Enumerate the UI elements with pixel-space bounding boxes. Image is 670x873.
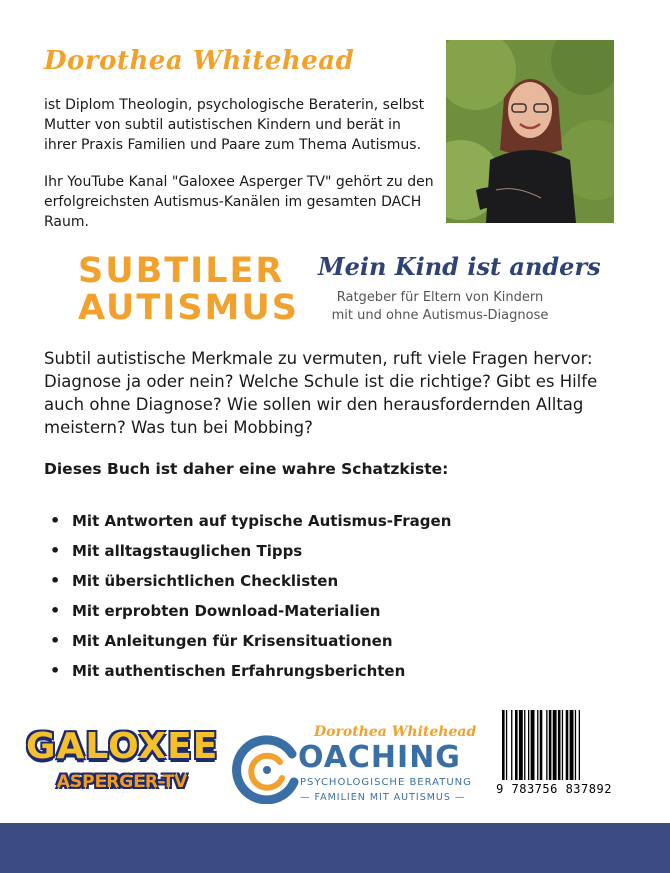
coaching-author-name: Dorothea Whitehead (314, 724, 477, 740)
author-bio-paragraph-2: Ihr YouTube Kanal "Galoxee Asperger TV" gehört zu den erfolgreichsten Autismus-Kanälen im gesamten DACH Raum. (44, 174, 434, 230)
feature-item (50, 540, 451, 570)
barcode-bar (524, 710, 525, 780)
bullet-icon: • (50, 571, 61, 590)
barcode-bar (558, 710, 561, 780)
barcode-bar (570, 710, 574, 780)
intro-paragraph: Subtil autistische Merkmale zu vermuten, ruft viele Fragen hervor: Diagnose ja oder nein? Welche Schule ist die richtige? Gibt es Hilfe auch ohne Diagnose? Wie sollen wir den herausfordernden Alltag meistern? Was tun bei Mobbing? (44, 349, 598, 437)
barcode-bars (492, 704, 616, 782)
barcode-bar (502, 710, 505, 780)
isbn-number: 9 783756 837892 (496, 782, 612, 796)
barcode-bar (566, 710, 569, 780)
author-portrait-image (446, 40, 614, 223)
galoxee-logo-subtitle: ASPERGER-TV (56, 772, 188, 792)
book-title-line-1: SUBTILER (78, 251, 285, 291)
bullet-icon: • (50, 661, 61, 680)
bullet-icon: • (50, 631, 61, 650)
barcode-bar (546, 710, 547, 780)
galoxee-logo (26, 722, 218, 808)
barcode-bar (579, 710, 580, 780)
bullet-icon: • (50, 511, 61, 530)
feature-item (50, 570, 451, 600)
treasure-heading: Dieses Buch ist daher eine wahre Schatzkiste: (44, 460, 449, 478)
feature-item (50, 510, 451, 540)
barcode-bar (553, 710, 557, 780)
barcode-bar (549, 710, 552, 780)
book-tagline-line-2: mit und ohne Autismus-Diagnose (331, 308, 549, 323)
book-tagline-line-1: Ratgeber für Eltern von Kindern (336, 290, 544, 305)
feature-text: Mit authentischen Erfahrungsberichten (72, 662, 406, 680)
coaching-word: OACHING (298, 740, 461, 775)
feature-text: Mit Anleitungen für Krisensituationen (72, 632, 393, 650)
feature-text: Mit alltagstauglichen Tipps (72, 542, 303, 560)
barcode-bar (562, 710, 563, 780)
feature-item (50, 660, 451, 690)
barcode-bar (537, 710, 538, 780)
bullet-icon: • (50, 601, 61, 620)
bullet-icon: • (50, 541, 61, 560)
book-subtitle: Mein Kind ist anders (318, 252, 601, 281)
barcode-bar (540, 710, 543, 780)
footer-bar (0, 823, 670, 873)
author-bio-paragraph-1: ist Diplom Theologin, psychologische Beraterin, selbst Mutter von subtil autistischen Kindern und berät in ihrer Praxis Familien und Paare zum Thema Autismus. (44, 97, 425, 153)
barcode-bar (511, 710, 512, 780)
coaching-line-1: PSYCHOLOGISCHE BERATUNG (300, 777, 472, 788)
galoxee-logo-title: GALOXEE (26, 726, 219, 767)
feature-text: Mit übersichtlichen Checklisten (72, 572, 339, 590)
feature-list (50, 510, 451, 690)
barcode-bar (519, 710, 523, 780)
feature-item (50, 600, 451, 630)
coaching-swirl-icon (232, 734, 302, 804)
barcode-bar (575, 710, 576, 780)
author-name: Dorothea Whitehead (44, 46, 355, 76)
coaching-line-2: — FAMILIEN MIT AUTISMUS — (300, 792, 466, 803)
author-photo (446, 40, 614, 223)
coaching-logo (232, 722, 482, 808)
barcode-bar (531, 710, 535, 780)
barcode-bar (528, 710, 529, 780)
feature-item (50, 630, 451, 660)
barcode-bar (515, 710, 518, 780)
isbn-barcode (492, 704, 616, 804)
barcode-bar (506, 710, 507, 780)
feature-text: Mit Antworten auf typische Autismus-Fragen (72, 512, 452, 530)
feature-text: Mit erprobten Download-Materialien (72, 602, 381, 620)
book-title-line-2: AUTISMUS (78, 288, 299, 328)
